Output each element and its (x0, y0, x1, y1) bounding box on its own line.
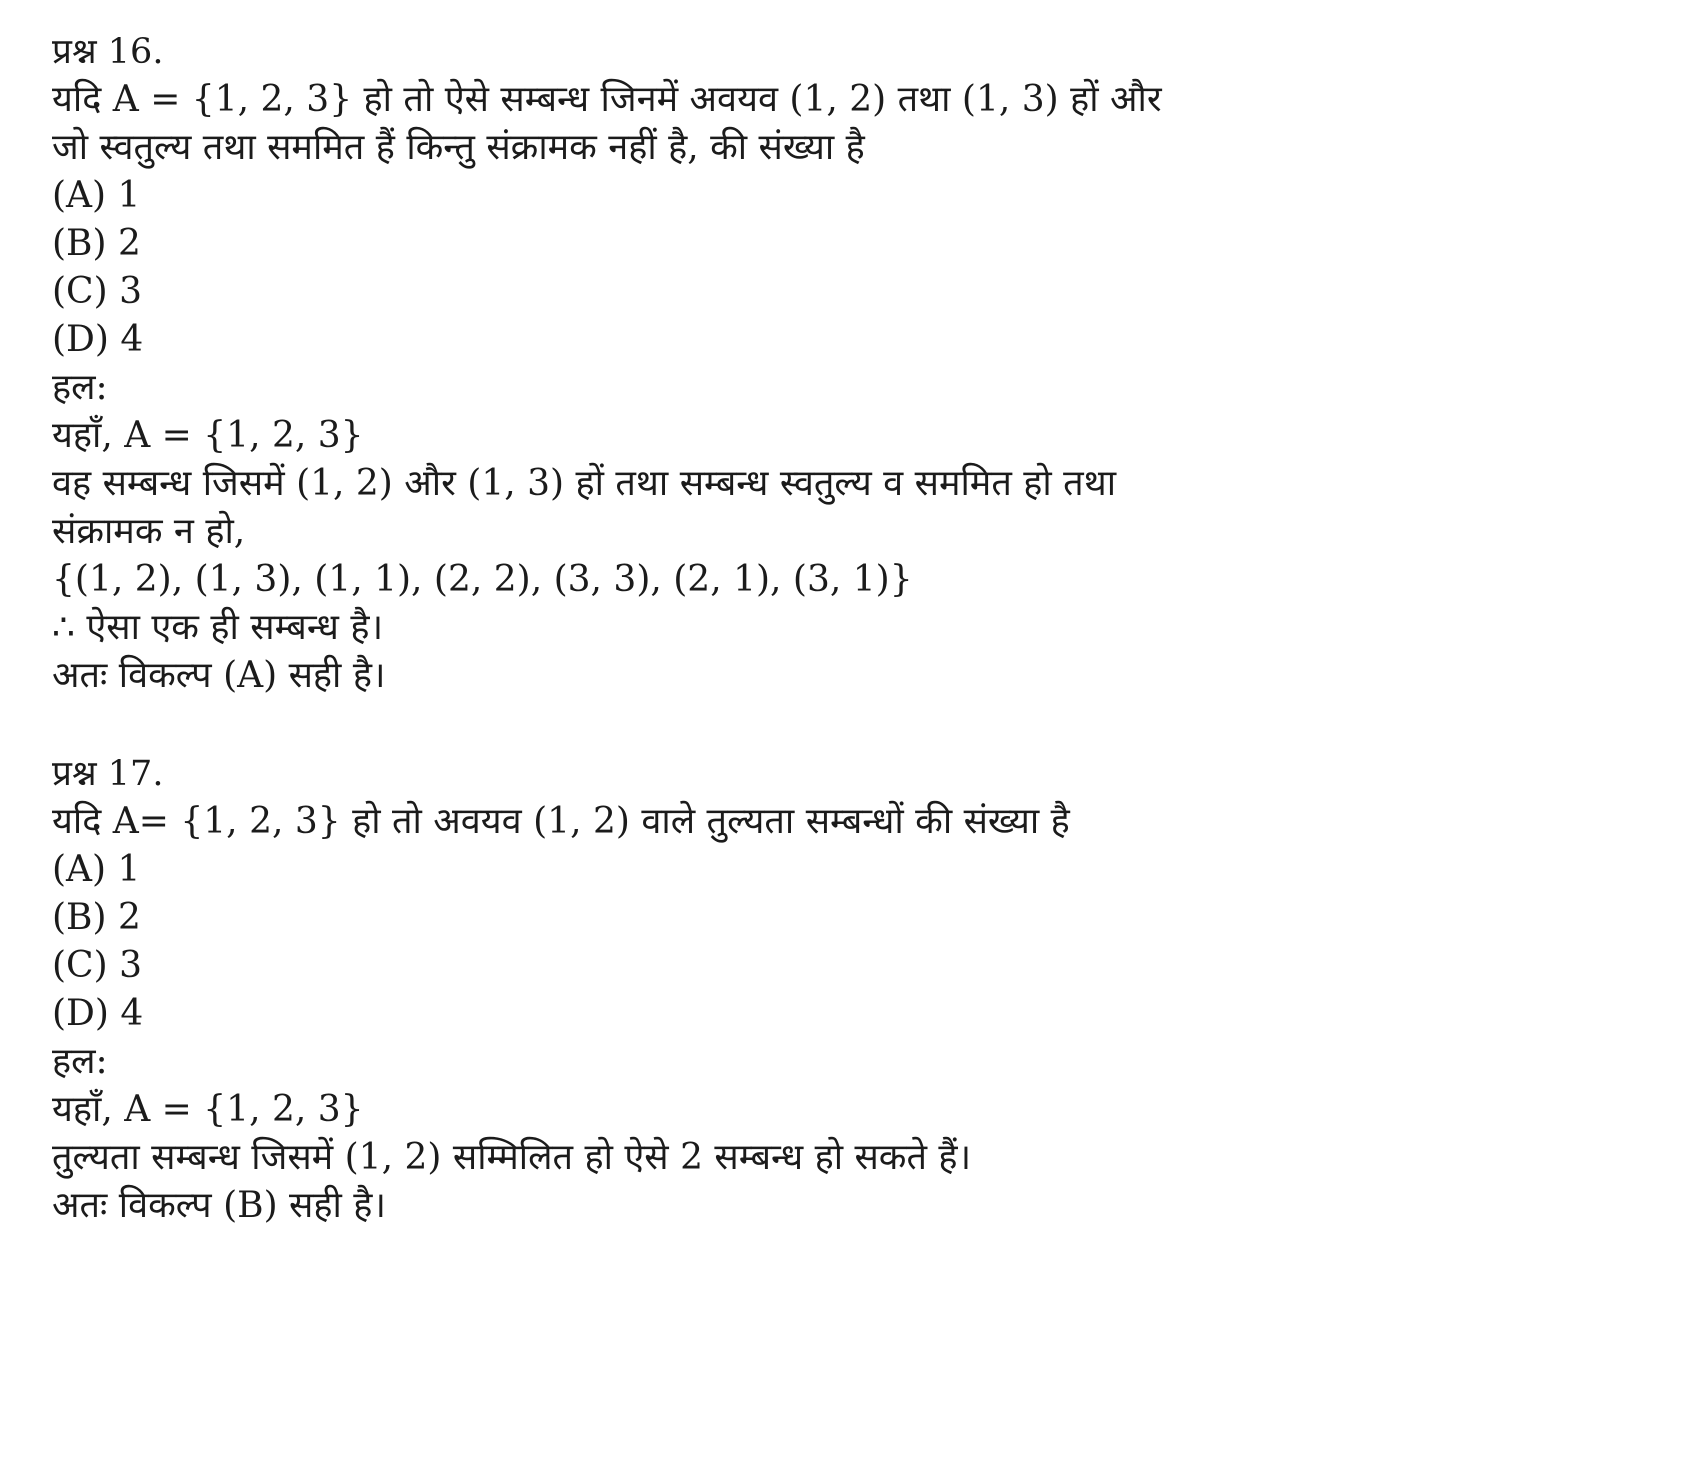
question-17-option-a: (A) 1 (52, 849, 141, 890)
section-spacer (52, 700, 1652, 750)
question-16-solution-label: हल: (52, 367, 108, 408)
question-17-option-b: (B) 2 (52, 897, 141, 938)
question-16-option-b: (B) 2 (52, 223, 141, 264)
question-17 (52, 750, 1652, 1230)
question-16-text: यदि A = {1, 2, 3} हो तो ऐसे सम्बन्ध जिनमें अवयव (1, 2) तथा (1, 3) हों और जो स्वतुल्य तथा सममित हैं किन्तु संक्रामक नहीं है, की संख्या है (52, 79, 1174, 168)
question-17-option-c: (C) 3 (52, 945, 142, 986)
question-17-solution-line: यहाँ, A = {1, 2, 3} (52, 1089, 364, 1130)
question-16-solution-line: वह सम्बन्ध जिसमें (1, 2) और (1, 3) हों तथा सम्बन्ध स्वतुल्य व सममित हो तथा संक्रामक न हो, (52, 463, 1128, 552)
question-17-option-d: (D) 4 (52, 993, 144, 1034)
question-16-solution-line: ∴ ऐसा एक ही सम्बन्ध है। (52, 607, 384, 648)
question-16-solution-line: {(1, 2), (1, 3), (1, 1), (2, 2), (3, 3), (2, 1), (3, 1)} (52, 559, 913, 600)
question-17-text: यदि A= {1, 2, 3} हो तो अवयव (1, 2) वाले तुल्यता सम्बन्धों की संख्या है (52, 801, 1070, 842)
question-16-option-a: (A) 1 (52, 175, 141, 216)
document-page (52, 28, 1652, 1230)
question-16-solution-line: यहाँ, A = {1, 2, 3} (52, 415, 364, 456)
question-17-solution-label: हल: (52, 1041, 108, 1082)
question-17-label: प्रश्न 17. (52, 754, 164, 794)
question-16-option-d: (D) 4 (52, 319, 144, 360)
question-16 (52, 28, 1652, 700)
question-17-solution-line: तुल्यता सम्बन्ध जिसमें (1, 2) सम्मिलित हो ऐसे 2 सम्बन्ध हो सकते हैं। (52, 1137, 972, 1178)
question-16-label: प्रश्न 16. (52, 32, 164, 72)
question-16-answer: अतः विकल्प (A) सही है। (52, 655, 386, 696)
question-17-answer: अतः विकल्प (B) सही है। (52, 1185, 387, 1226)
question-16-option-c: (C) 3 (52, 271, 142, 312)
